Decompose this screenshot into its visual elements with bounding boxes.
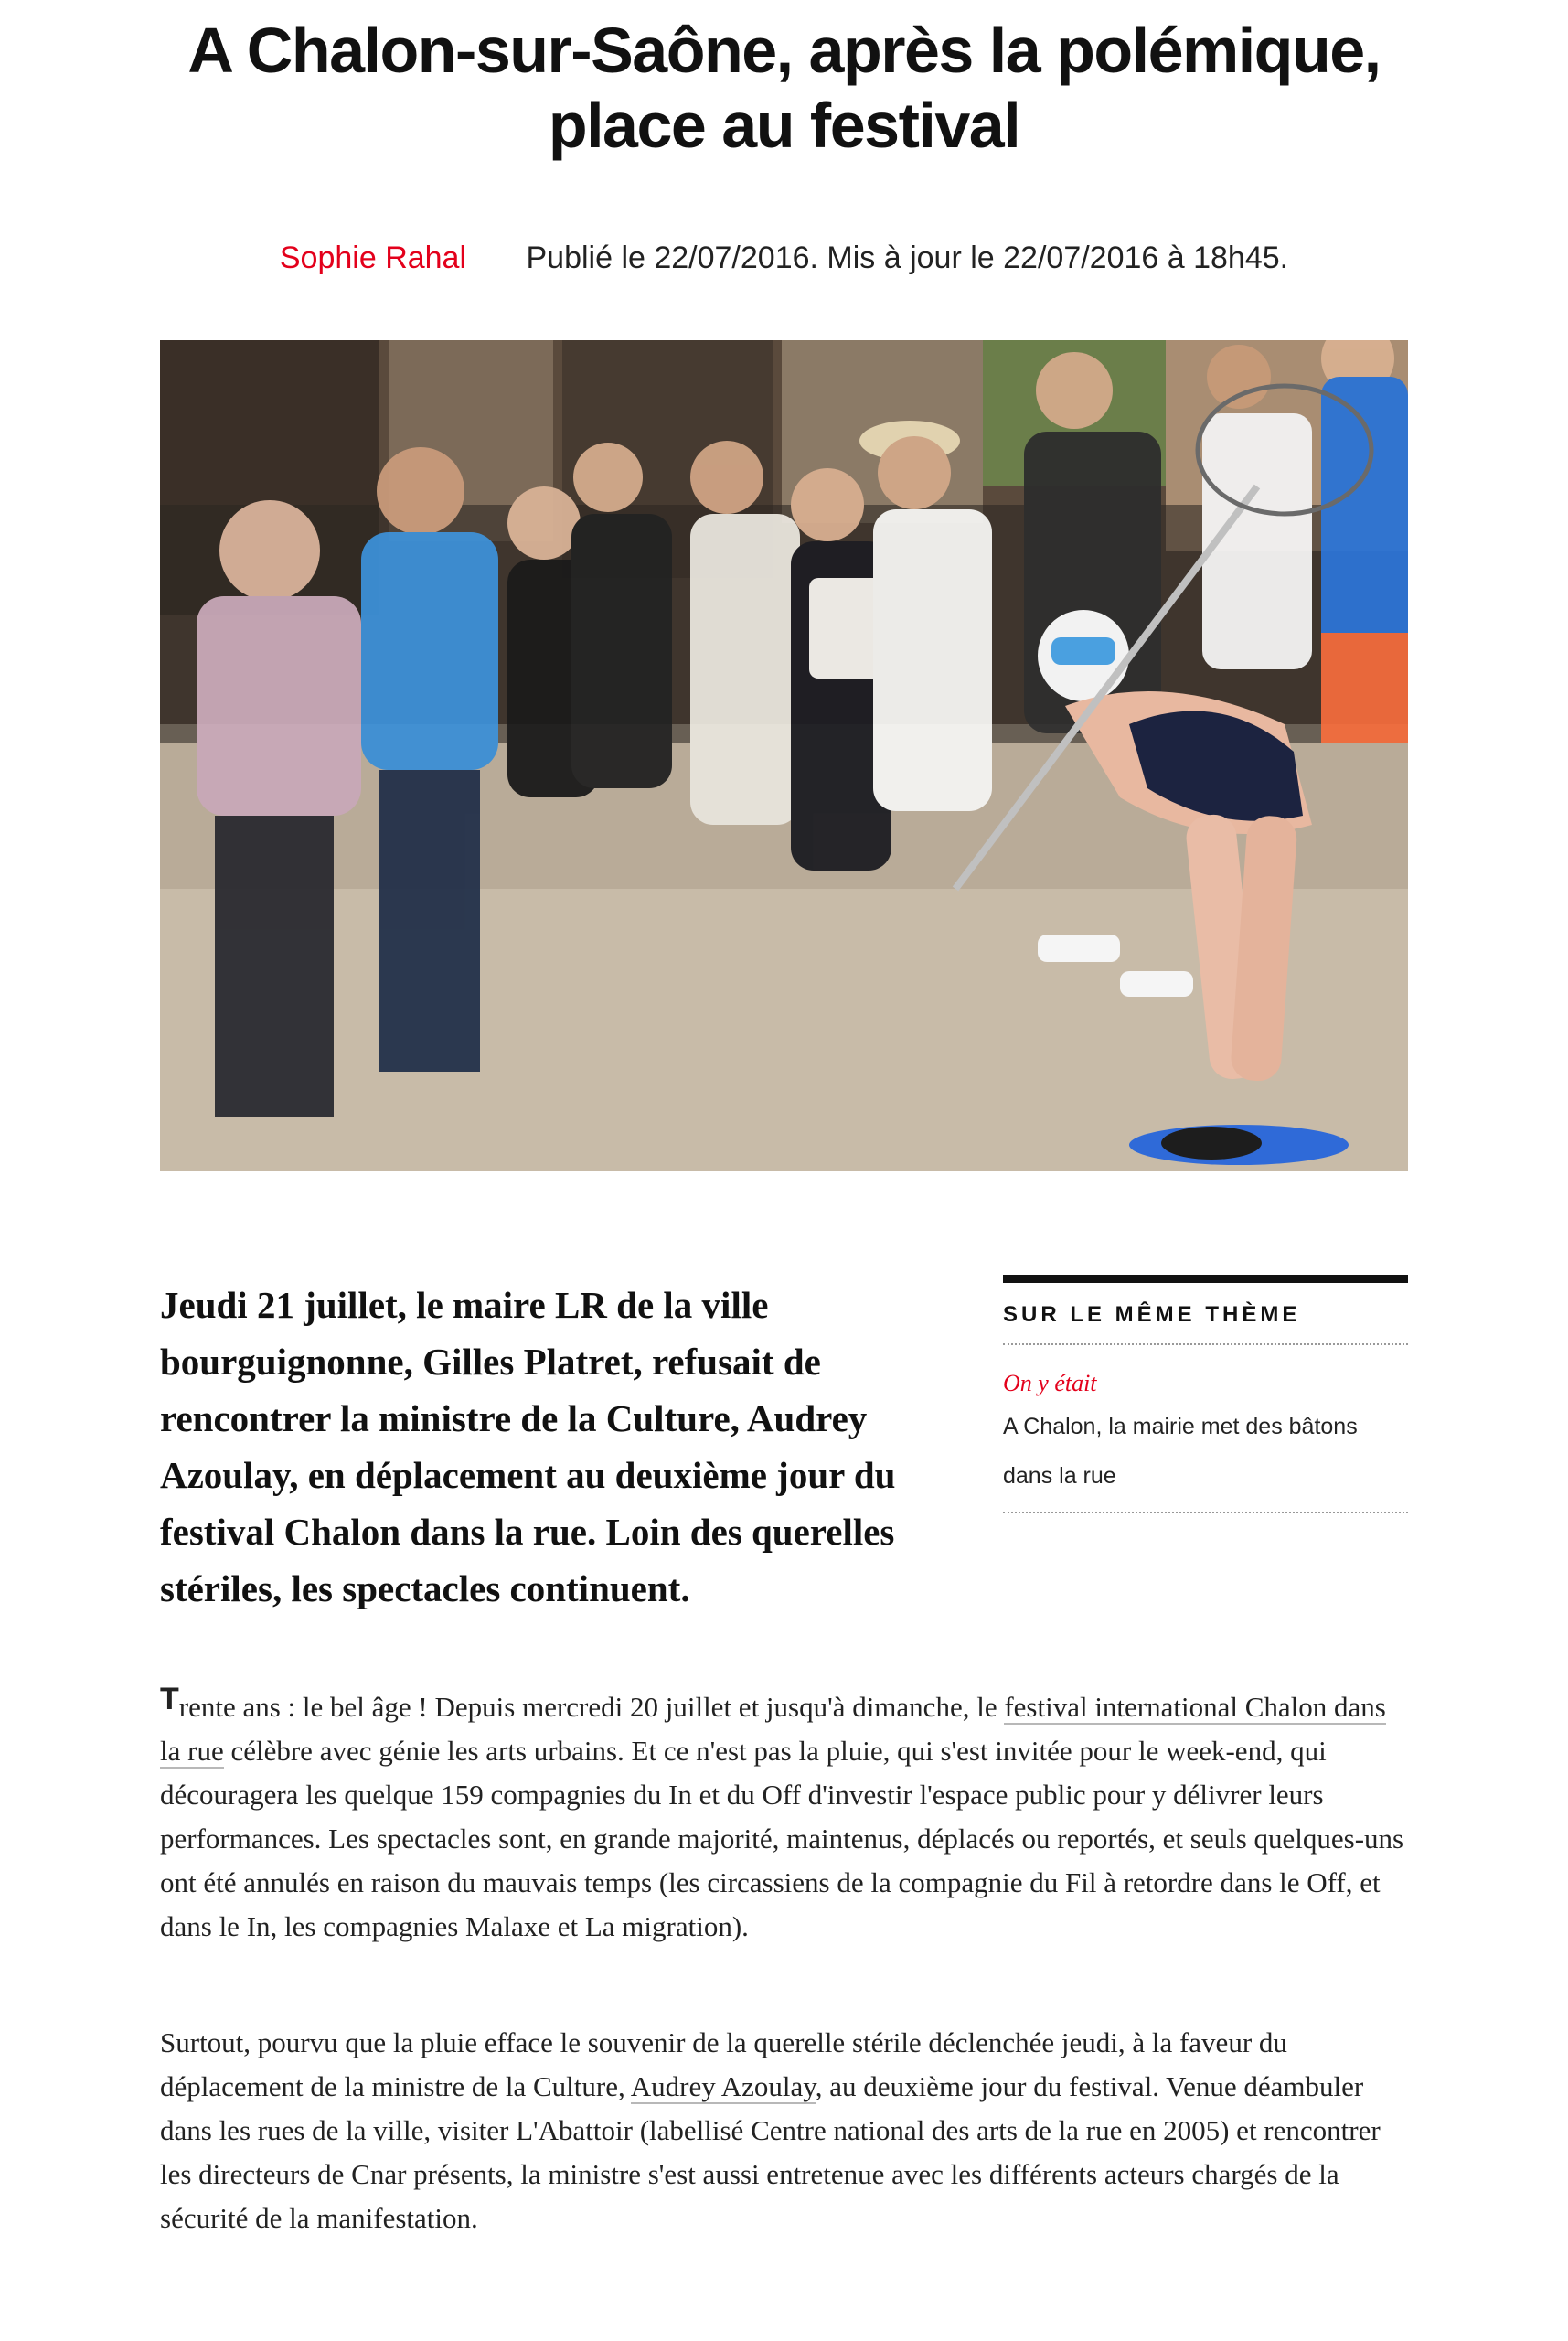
paragraph-1 [160, 1677, 1408, 1949]
article-lead: Jeudi 21 juillet, le maire LR de la ville bourguignonne, Gilles Platret, refusait de rencontrer la ministre de la Culture, Audrey Azoulay, en déplacement au deuxième jour du festival Chalon dans la rue. Loin des querelles stériles, les spectacles continuent. [160, 1284, 896, 1609]
dropcap: T [160, 1682, 179, 1716]
paragraph-1-start: rente ans : le bel âge ! Depuis mercredi 20 juillet et jusqu'à dimanche, le [178, 1691, 1005, 1723]
title-line-2: place au festival [548, 90, 1020, 161]
hero-photo [160, 340, 1408, 1170]
author-link[interactable]: Sophie Rahal [279, 241, 467, 275]
publication-date: Publié le 22/07/2016. Mis à jour le 22/07/2016 à 18h45. [526, 241, 1289, 275]
paragraph-2-start: Surtout, pourvu que la pluie efface le souvenir de la querelle stérile déclenchée jeudi, à la faveur du déplacement de la ministre de la Culture, [160, 2026, 1287, 2102]
paragraph-2-end: , au deuxième jour du festival. Venue déambuler dans les rues de la ville, visiter L'Abattoir (labellisé Centre national des arts de la rue en 2005) et rencontrer les directeurs de Cnar présents, la ministre s'est aussi entretenue avec les différents acteurs chargés de la sécurité de la manifestation. [160, 2070, 1381, 2234]
paragraph-1-end: célèbre avec génie les arts urbains. Et ce n'est pas la pluie, qui s'est invitée pour le week-end, qui découragera les quelque 159 compagnies du In et du Off d'investir l'espace public pour y délivrer leurs performances. Les spectacles sont, en grande majorité, maintenus, déplacés ou reportés, et seuls quelques-uns ont été annulés en raison du mauvais temps (les circassiens de la compagnie du Fil à retordre dans le Off, et dans le In, les compagnies Malaxe et La migration). [160, 1735, 1404, 1942]
title-line-1: A Chalon-sur-Saône, après la polémique, [187, 15, 1381, 86]
article-title [160, 13, 1408, 163]
byline [160, 236, 1408, 280]
related-articles [1003, 1275, 1408, 1513]
paragraph-2 [160, 2021, 1408, 2240]
related-kicker[interactable]: On y était [1003, 1370, 1097, 1396]
minister-link[interactable]: Audrey Azoulay [630, 2070, 816, 2102]
related-heading: SUR LE MÊME THÈME [1003, 1283, 1408, 1345]
related-article-link[interactable]: A Chalon, la mairie met des bâtons dans la rue [1003, 1402, 1408, 1513]
street-performance-photo [160, 340, 1408, 1170]
festival-link[interactable]: festival international Chalon dans la rue [160, 1691, 1386, 1767]
